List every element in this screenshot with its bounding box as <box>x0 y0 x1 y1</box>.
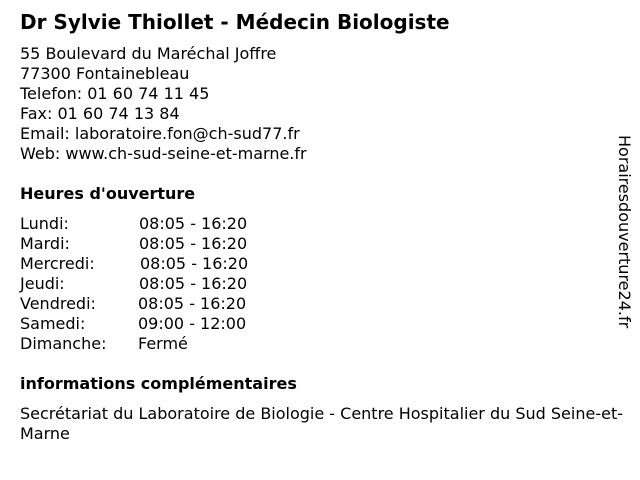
phone-number[interactable]: Telefon: 01 60 74 11 45 <box>20 84 210 103</box>
time-value: 08:05 - 16:20 <box>138 294 247 313</box>
time-value: 08:05 - 16:20 <box>139 274 248 293</box>
opening-hours-heading: Heures d'ouverture <box>20 184 196 203</box>
website-link[interactable]: Web: www.ch-sud-seine-et-marne.fr <box>20 144 307 163</box>
day-label: Jeudi: <box>20 274 65 293</box>
page-title: Dr Sylvie Thiollet - Médecin Biologiste <box>20 10 450 34</box>
additional-info-heading: informations complémentaires <box>20 374 297 393</box>
contact-block <box>20 44 307 164</box>
site-watermark: Horairesdouverture24.fr <box>615 135 634 329</box>
day-label: Samedi: <box>20 314 86 333</box>
day-label: Lundi: <box>20 214 69 233</box>
additional-info-text: Secrétariat du Laboratoire de Biologie - Centre Hospitalier du Sud Seine-et-Marne <box>20 404 623 443</box>
time-value: 09:00 - 12:00 <box>138 314 247 333</box>
day-label: Mardi: <box>20 234 70 253</box>
time-value: 08:05 - 16:20 <box>139 214 248 233</box>
time-value: Fermé <box>138 334 188 353</box>
address-street: 55 Boulevard du Maréchal Joffre <box>20 44 277 63</box>
time-value: 08:05 - 16:20 <box>140 254 249 273</box>
day-label: Vendredi: <box>20 294 96 313</box>
time-value: 08:05 - 16:20 <box>139 234 248 253</box>
day-label: Dimanche: <box>20 334 107 353</box>
email-link[interactable]: Email: laboratoire.fon@ch-sud77.fr <box>20 124 300 143</box>
address-city: 77300 Fontainebleau <box>20 64 190 83</box>
day-label: Mercredi: <box>20 254 95 273</box>
fax-number: Fax: 01 60 74 13 84 <box>20 104 180 123</box>
